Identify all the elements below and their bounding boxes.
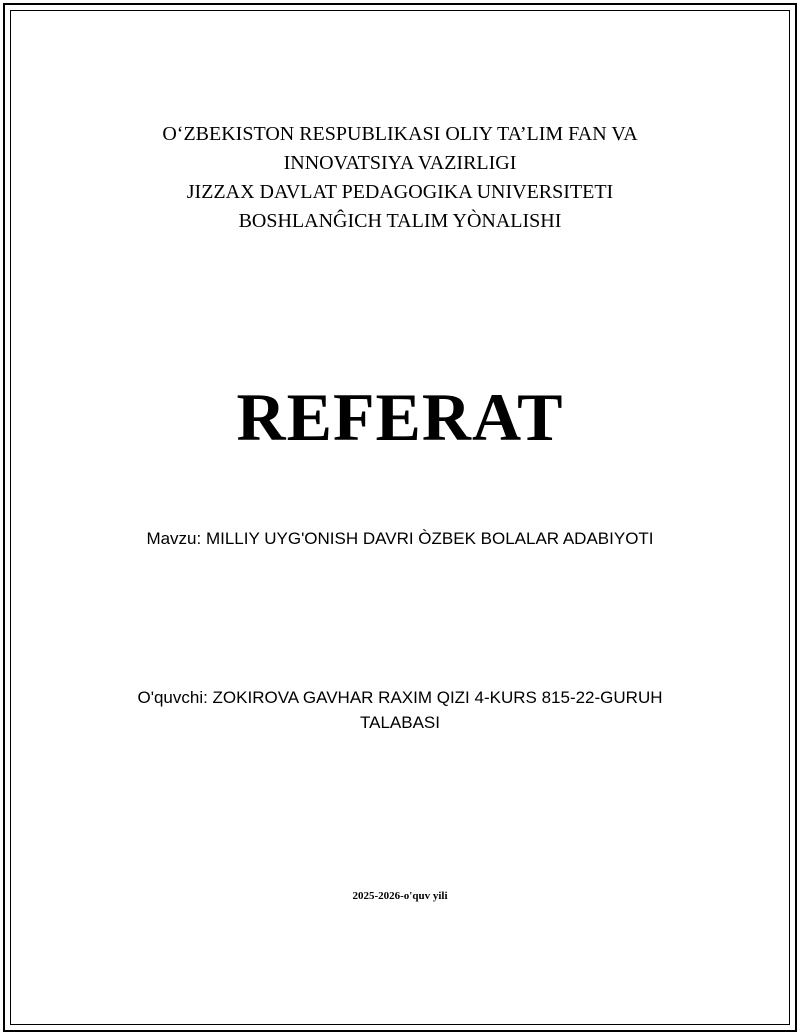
header-line-department: BOSHLANĜICH TALIM YÒNALISHI — [238, 210, 562, 232]
header-line-ministry-cont: INNOVATSIYA VAZIRLIGI — [283, 152, 517, 174]
student-info — [0, 685, 800, 735]
topic-line: Mavzu: MILLIY UYG'ONISH DAVRI ÒZBEK BOLALAR ADABIYOTI — [146, 529, 654, 548]
institution-header — [0, 120, 800, 236]
document-title: REFERAT — [236, 379, 564, 455]
student-line-cont: TALABASI — [360, 713, 440, 732]
header-line-university: JIZZAX DAVLAT PEDAGOGIKA UNIVERSITETI — [186, 181, 614, 203]
academic-year: 2025-2026-o'quv yili — [352, 890, 448, 902]
student-line: O'quvchi: ZOKIROVA GAVHAR RAXIM QIZI 4-KURS 815-22-GURUH — [137, 688, 663, 707]
header-line-ministry: O‘ZBEKISTON RESPUBLIKASI OLIY TA’LIM FAN VA — [162, 123, 638, 145]
